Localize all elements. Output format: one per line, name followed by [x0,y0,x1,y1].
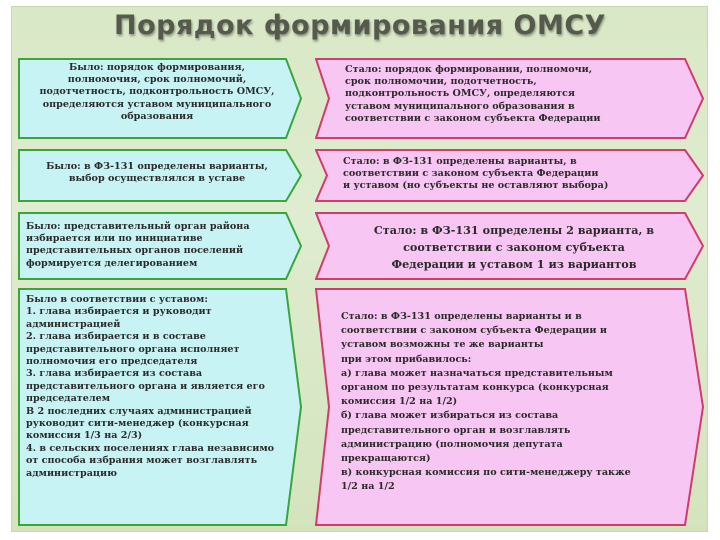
right-text-4: Стало: в ФЗ-131 определены варианты и в соответствии с законом субъекта Федерации и уставом возможны те же варианты при этом прибавилось: а) глава может назначаться представительным органом по результатам конкурса (конкурсная комиссия 1/2 на 1/2) б) глава может избираться из состава представительного орган и возглавлять администрацию (полномочия депутата прекращаются) в) конкурсная комиссия по сити-менеджеру также 1/2 на 1/2 [341,311,631,493]
right-text-3: Стало: в ФЗ-131 определены 2 варианта, в соответствии с законом субъекта Федерации и уставом 1 из вариантов [373,223,655,271]
right-box-4 [315,288,704,526]
right-box-3 [315,212,704,280]
left-text-3: Было: представительный орган района избирается или по инициативе представительных органов поселений формируется делегированием [26,221,250,269]
left-text-1: Было: порядок формирования, полномочия, срок полномочий, подотчетность, подконтрольность ОМСУ, определяются уставом муниципального образования [39,62,275,122]
right-text-2: Стало: в ФЗ-131 определены варианты, в соответствии с законом субъекта Федерации и уставом (но субъекты не оставляют выбора) [343,156,609,192]
left-text-2: Было: в ФЗ-131 определены варианты, выбор осуществлялся в уставе [46,161,268,185]
right-box-2 [315,149,704,202]
left-text-4: Было в соответствии с уставом: 1. глава избирается и руководит администрацией 2. глава избирается и в составе представительного органа исполняет полномочия его председателя 3. глава избирается из состава представительного органа и является его председателем В 2 последних случаях администрацией руководит сити-менеджер (конкурсная комиссия 1/3 на 2/3) 4. в сельских поселениях глава независимо от способа избрания может возглавлять администрацию [26,294,275,479]
left-box-1 [18,58,302,139]
page-title: Порядок формирования ОМСУ [114,10,606,41]
left-box-2 [18,149,302,202]
right-text-1: Стало: порядок формировании, полномочи, срок полномочии, подотчетность, подконтрольность ОМСУ, определяются уставом муниципального образования в соответствии с законом субъекта Федерации [345,64,601,124]
left-box-4 [18,288,302,526]
left-box-3 [18,212,302,280]
right-box-1 [315,58,704,139]
